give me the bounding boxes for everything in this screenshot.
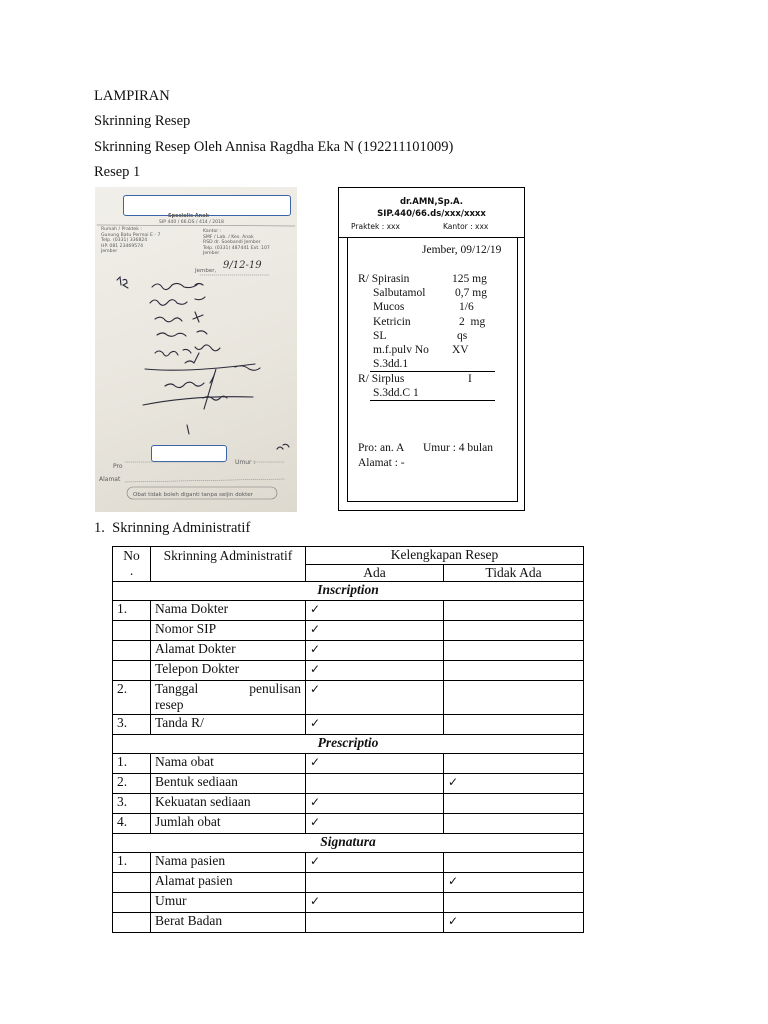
tidak-ada-check: ✓	[444, 913, 584, 933]
tidak-ada-cell	[444, 641, 584, 661]
row-item-line2: resep	[155, 697, 184, 712]
row-no: 4.	[113, 814, 151, 834]
tidak-ada-cell	[444, 814, 584, 834]
doctor-sip: SIP.440/66.ds/xxx/xxxx	[377, 209, 486, 219]
rx-divider	[370, 371, 495, 372]
author-line: Skrinning Resep Oleh Annisa Ragdha Eka N (192211101009)	[94, 139, 454, 155]
prescription-body	[347, 238, 518, 502]
table-row	[113, 913, 584, 933]
ada-check: ✓	[306, 715, 444, 735]
col-skrinning-header: Skrinning Administratif	[151, 547, 306, 582]
ada-check: ✓	[306, 601, 444, 621]
row-item: Nomor SIP	[151, 621, 306, 641]
row-item: Nama obat	[151, 754, 306, 774]
signa-2: S.3dd.C 1	[373, 387, 419, 399]
col-no-label: No	[123, 548, 140, 563]
ada-check: ✓	[306, 794, 444, 814]
mf-label: m.f.pulv No	[373, 344, 429, 356]
ada-cell	[306, 873, 444, 893]
tidak-ada-cell	[444, 754, 584, 774]
table-row	[113, 661, 584, 681]
patient-alamat: Alamat : -	[358, 457, 405, 469]
row-no: 1.	[113, 601, 151, 621]
page-heading-lampiran: LAMPIRAN	[94, 88, 170, 104]
row-no	[113, 641, 151, 661]
section-row	[113, 582, 584, 601]
row-no: 3.	[113, 794, 151, 814]
table-row	[113, 853, 584, 873]
typed-prescription	[338, 187, 525, 511]
ada-check: ✓	[306, 893, 444, 913]
ada-check: ✓	[306, 641, 444, 661]
praktek-address: Praktek : xxx	[351, 222, 400, 231]
r2-qty: I	[468, 373, 472, 385]
row-item: Alamat pasien	[151, 873, 306, 893]
row-item: Berat Badan	[151, 913, 306, 933]
prescription-photo	[95, 187, 297, 512]
table-row	[113, 754, 584, 774]
section-row	[113, 834, 584, 853]
page-subheading: Skrinning Resep	[94, 113, 191, 129]
table-row	[113, 794, 584, 814]
r1-dose: 125 mg	[452, 273, 487, 285]
tidak-ada-cell	[444, 601, 584, 621]
table-row	[113, 814, 584, 834]
resep-label: Resep 1	[94, 164, 141, 180]
col-no-header	[113, 547, 151, 582]
photo-footer-note: Obat tidak boleh diganti tanpa seijin dokter	[133, 492, 253, 498]
signa-1: S.3dd.1	[373, 358, 409, 370]
table-row	[113, 681, 584, 715]
col-no-dot: .	[129, 563, 134, 578]
prescription-date: Jember, 09/12/19	[422, 244, 502, 256]
row-no: 3.	[113, 715, 151, 735]
item-name: Salbutamol	[373, 287, 426, 299]
row-item: Nama Dokter	[151, 601, 306, 621]
item-name: Ketricin	[373, 316, 411, 328]
tidak-ada-cell	[444, 715, 584, 735]
photo-rumah-praktek: Rumah / Praktek : Gunung Batu Permai E - 7 Telp. (0331) 336824 HP. 081 23469574 Jember	[101, 227, 161, 254]
ada-check: ✓	[306, 621, 444, 641]
row-item: Jumlah obat	[151, 814, 306, 834]
skrinning-table	[112, 546, 584, 933]
table-row	[113, 873, 584, 893]
tidak-ada-cell	[444, 893, 584, 913]
handwriting-strokes	[95, 187, 297, 512]
col-tidak-ada-header: Tidak Ada	[444, 565, 584, 582]
row-item: Bentuk sediaan	[151, 774, 306, 794]
ada-check: ✓	[306, 661, 444, 681]
doctor-name: dr.AMN,Sp.A.	[399, 197, 464, 207]
row-no	[113, 893, 151, 913]
ada-check: ✓	[306, 681, 444, 715]
r2-label: R/ Sirplus	[358, 373, 405, 385]
ada-check: ✓	[306, 853, 444, 873]
tidak-ada-check: ✓	[444, 873, 584, 893]
item-dose: qs	[457, 330, 468, 342]
row-item: Umur	[151, 893, 306, 913]
col-ada-header: Ada	[306, 565, 444, 582]
table-header-row	[113, 547, 584, 565]
r1-label: R/ Spirasin	[358, 273, 410, 285]
patient-pro: Pro: an. A	[358, 442, 405, 454]
row-no	[113, 913, 151, 933]
row-no	[113, 661, 151, 681]
photo-kantor: Kantor : SMF / Lab. / Kes. Anak RSD dr. Soebandi Jember Telp. (0331) 487441 Ext. 107 Jember	[203, 229, 270, 256]
item-name: Mucos	[373, 301, 405, 313]
row-item: Tanda R/	[151, 715, 306, 735]
tidak-ada-cell	[444, 794, 584, 814]
section-row	[113, 735, 584, 754]
photo-alamat-label: Alamat	[99, 476, 121, 483]
ada-check: ✓	[306, 814, 444, 834]
patient-umur: Umur : 4 bulan	[423, 442, 493, 454]
row-item: Nama pasien	[151, 853, 306, 873]
photo-umur-label: Umur :	[235, 459, 256, 466]
section-signatura: Signatura	[113, 834, 584, 853]
table-row	[113, 715, 584, 735]
ada-check: ✓	[306, 754, 444, 774]
section-prescriptio: Prescriptio	[113, 735, 584, 754]
item-dose: 1/6	[459, 301, 474, 313]
tidak-ada-cell	[444, 681, 584, 715]
table-row	[113, 601, 584, 621]
section-inscription: Inscription	[113, 582, 584, 601]
row-item: Alamat Dokter	[151, 641, 306, 661]
photo-date-handwritten: 9/12-19	[223, 260, 262, 271]
item-dose: 2 mg	[459, 316, 486, 328]
ada-cell	[306, 774, 444, 794]
photo-date-label: Jember,	[195, 268, 217, 274]
row-no: 1.	[113, 853, 151, 873]
row-item: Telepon Dokter	[151, 661, 306, 681]
row-no: 2.	[113, 681, 151, 715]
row-no	[113, 621, 151, 641]
tidak-ada-cell	[444, 661, 584, 681]
table-row	[113, 893, 584, 913]
row-item-line1: Tanggal penulisan	[155, 681, 301, 696]
photo-pro-label: Pro	[113, 463, 123, 470]
tidak-ada-cell	[444, 853, 584, 873]
row-item	[151, 681, 306, 715]
prescription-header	[339, 188, 524, 238]
row-no	[113, 873, 151, 893]
tidak-ada-check: ✓	[444, 774, 584, 794]
item-name: SL	[373, 330, 387, 342]
rx-divider	[370, 400, 495, 401]
row-no: 2.	[113, 774, 151, 794]
photo-clinic: Spesialis Anak	[168, 213, 209, 219]
table-row	[113, 774, 584, 794]
row-item: Kekuatan sediaan	[151, 794, 306, 814]
row-no: 1.	[113, 754, 151, 774]
item-dose: 0,7 mg	[455, 287, 487, 299]
ada-cell	[306, 913, 444, 933]
mf-number: XV	[452, 344, 469, 356]
kantor-address: Kantor : xxx	[443, 222, 489, 231]
table-row	[113, 621, 584, 641]
tidak-ada-cell	[444, 621, 584, 641]
table-row	[113, 641, 584, 661]
photo-sip: SIP 440 / 66.DS / 414 / 2018	[159, 220, 224, 225]
col-kelengkapan-header: Kelengkapan Resep	[306, 547, 584, 565]
section-title: 1. Skrinning Administratif	[94, 520, 251, 536]
